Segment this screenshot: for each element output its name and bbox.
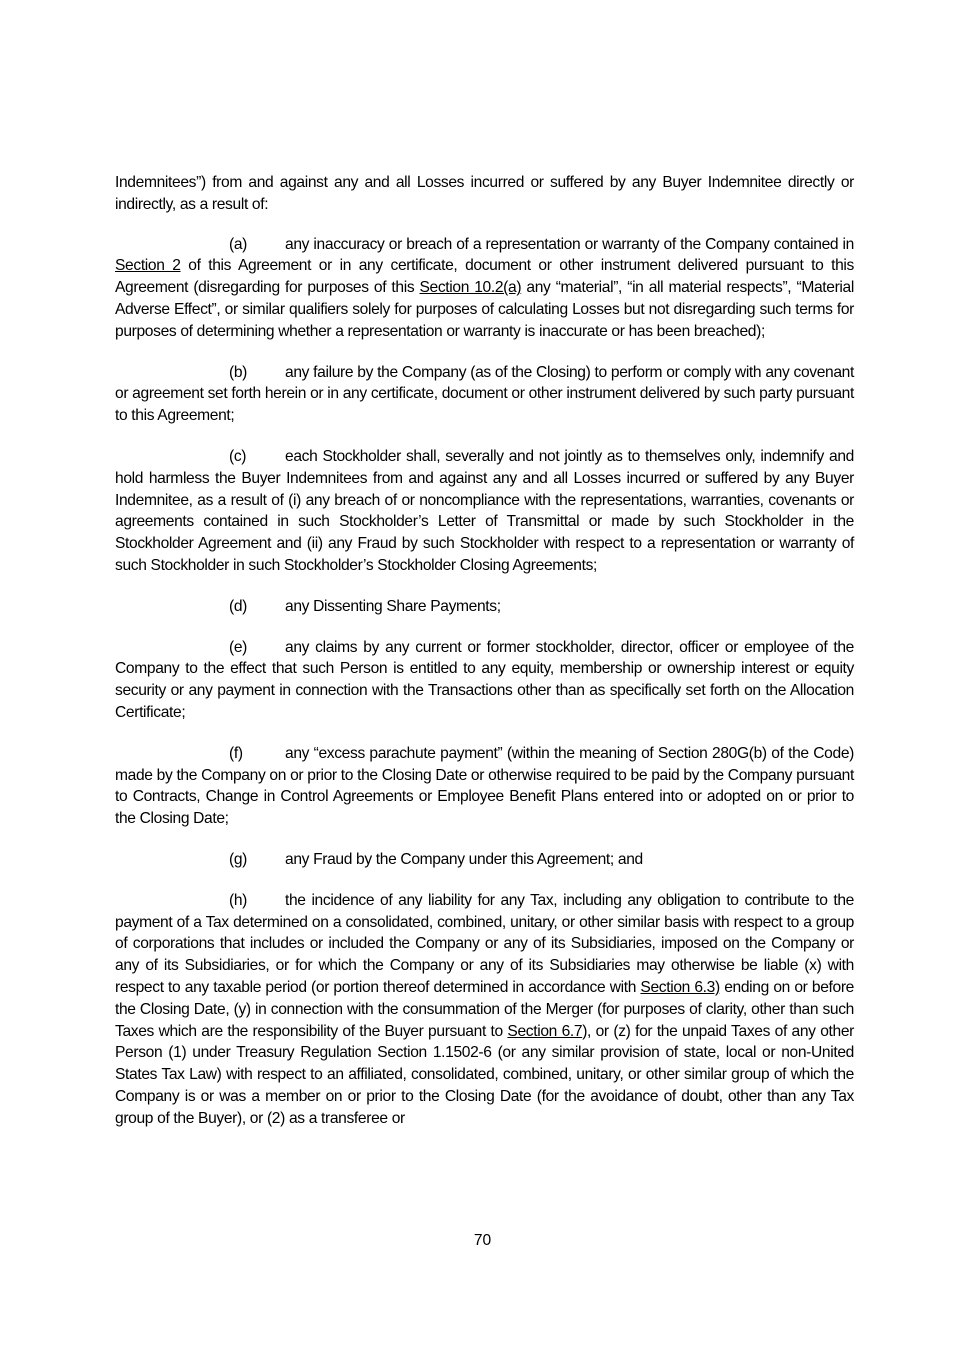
clause-h	[115, 890, 854, 1130]
clause-d	[115, 596, 854, 618]
clause-c	[115, 446, 854, 577]
clause-f	[115, 743, 854, 830]
intro-paragraph: Indemnitees”) from and against any and all Losses incurred or suffered by any Buyer Indemnitee directly or indirectly, as a result of:	[115, 174, 854, 213]
clause-text: any claims by any current or former stockholder, director, officer or employee of the Company to the effect that such Person is entitled to any equity, membership or ownership interest or equity security or any payment in connection with the Transactions other than as specifically set forth on the Allocation Certificate;	[115, 638, 854, 721]
clause-label: (d)	[229, 597, 248, 615]
section-reference: Section 2	[115, 257, 181, 275]
clause-label: (g)	[229, 850, 248, 868]
clause-label: (c)	[229, 447, 247, 465]
clause-text: any Dissenting Share Payments;	[285, 597, 501, 615]
section-reference: Section 10.2(a)	[419, 279, 522, 297]
clause-text: any “excess parachute payment” (within the meaning of Section 280G(b) of the Code) made by the Company on or prior to the Closing Date or otherwise required to be paid by the Company pursuant to Contracts, Change in Control Agreements or Employee Benefit Plans entered into or adopted on or prior to the Closing Date;	[115, 744, 854, 828]
clause-label: (f)	[229, 744, 243, 762]
clause-text: any Fraud by the Company under this Agreement; and	[285, 850, 643, 868]
section-reference: Section 6.3)	[640, 978, 720, 996]
clause-label: (b)	[229, 363, 248, 381]
clause-text: any “material”, “in all material respects”, “Material Adverse Effect”, or similar qualifiers solely for purposes of calculating Losses but not disregarding such terms for purposes of determining whether a representation or warranty is inaccurate or has been breached);	[115, 279, 854, 340]
clause-text: each Stockholder shall, severally and not jointly as to themselves only, indemnify and hold harmless the Buyer Indemnitees from and against any and all Losses incurred or suffered by any Buyer Indemnitee, as a result of (i) any breach of or noncompliance with the representations, warranties, covenants or agreements contained in such Stockholder’s Letter of Transmittal or made by such Stockholder in the Stockholder Agreement and (ii) any Fraud by such Stockholder with respect to a representation or warranty of such Stockholder in such Stockholder’s Stockholder Closing Agreements;	[115, 447, 854, 574]
clause-g	[115, 849, 854, 871]
page-number: 70	[473, 1232, 492, 1249]
section-reference: Section 6.7	[507, 1022, 583, 1040]
clause-label: (h)	[229, 891, 248, 909]
clause-text: any inaccuracy or breach of a representation or warranty of the Company contained in	[285, 235, 854, 253]
clause-text: ending on or before the Closing Date, (y) in connection with the consummation of the Merger (for purposes of clarity, other than such Taxes which are the responsibility of the Buyer pursuant to	[115, 978, 854, 1040]
clause-a	[115, 234, 854, 343]
clause-b	[115, 362, 854, 427]
clause-text: any failure by the Company (as of the Closing) to perform or comply with any covenant or agreement set forth herein or in any certificate, document or other instrument delivered by such party pursuant to this Agreement;	[115, 363, 854, 425]
clause-text: the incidence of any liability for any Tax, including any obligation to contribute to the payment of a Tax determined on a consolidated, combined, unitary, or other similar basis with respect to a group of corporations that includes or included the Company or any of its Subsidiaries, imposed on the Company or any of its Subsidiaries, or for which the Company or any of its Subsidiaries may otherwise be liable (x) with respect to any taxable period (or portion thereof determined in accordance with	[115, 891, 854, 996]
clause-label: (a)	[229, 235, 248, 253]
clause-text: ), or (z) for the unpaid Taxes of any other Person (1) under Treasury Regulation Section 1.1502-6 (or any similar provision of state, local or non-United States Tax Law) with respect to an affiliated, consolidated, combined, unitary, or other similar group of which the Company is or was a member on or prior to the Closing Date (for the avoidance of doubt, other than any Tax group of the Buyer), or (2) as a transferee or	[115, 1022, 854, 1127]
clause-label: (e)	[229, 638, 248, 656]
clause-text: of this Agreement or in any certificate, document or other instrument delivered pursuant to this Agreement (disregarding for purposes of this	[115, 257, 854, 297]
clause-e	[115, 637, 854, 724]
document-body	[115, 172, 854, 1148]
